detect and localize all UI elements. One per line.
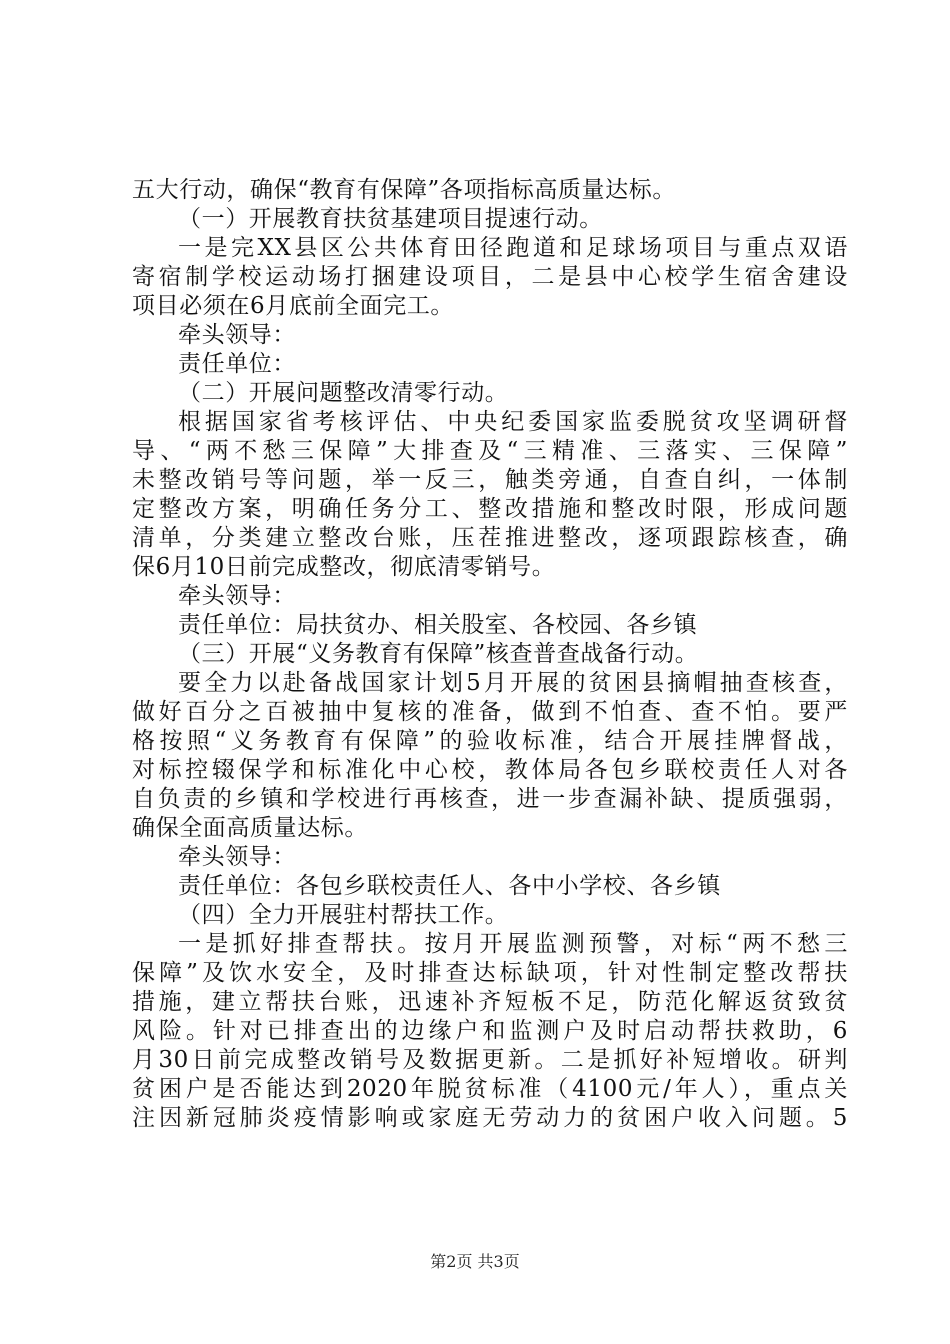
text-line: 未整改销号等问题，举一反三，触类旁通，自查自纠，一体制 [132, 467, 848, 493]
page-number-footer: 第2页 共3页 [430, 1252, 520, 1271]
document-body [132, 176, 848, 1133]
text-line: 导、“两不愁三保障”大排查及“三精准、三落实、三保障” [132, 438, 848, 464]
text-line: 项目必须在6月底前全面完工。 [132, 293, 455, 319]
text-line: 寄宿制学校运动场打捆建设项目，二是县中心校学生宿舍建设 [132, 264, 848, 290]
text-line: （四）全力开展驻村帮扶工作。 [178, 902, 509, 928]
text-line: 措施，建立帮扶台账，迅速补齐短板不足，防范化解返贫致贫 [132, 989, 848, 1015]
text-line: 根据国家省考核评估、中央纪委国家监委脱贫攻坚调研督 [178, 409, 848, 435]
text-line: 注因新冠肺炎疫情影响或家庭无劳动力的贫困户收入问题。5 [132, 1105, 848, 1131]
text-line: 保障”及饮水安全，及时排查达标缺项，针对性制定整改帮扶 [132, 960, 848, 986]
text-line: 风险。针对已排查出的边缘户和监测户及时启动帮扶救助，6 [132, 1018, 848, 1044]
text-line: 确保全面高质量达标。 [132, 815, 368, 841]
text-line: 责任单位： [178, 351, 296, 377]
text-line: 对标控辍保学和标准化中心校，教体局各包乡联校责任人对各 [132, 757, 848, 783]
text-line: 自负责的乡镇和学校进行再核查，进一步查漏补缺、提质强弱， [132, 786, 848, 812]
text-line: （三）开展“义务教育有保障”核查普查战备行动。 [178, 641, 699, 667]
text-line: （二）开展问题整改清零行动。 [178, 380, 509, 406]
text-line: 一是抓好排查帮扶。按月开展监测预警，对标“两不愁三 [178, 931, 848, 957]
text-line: 责任单位：局扶贫办、相关股室、各校园、各乡镇 [178, 612, 698, 638]
text-line: 清单，分类建立整改台账，压茬推进整改，逐项跟踪核查，确 [132, 525, 848, 551]
text-line: 牵头领导： [178, 322, 296, 348]
text-line: 责任单位：各包乡联校责任人、各中小学校、各乡镇 [178, 873, 721, 899]
text-line: 一是完XX县区公共体育田径跑道和足球场项目与重点双语 [178, 235, 848, 261]
text-line: 定整改方案，明确任务分工、整改措施和整改时限，形成问题 [132, 496, 848, 522]
text-line: 保6月10日前完成整改，彻底清零销号。 [132, 554, 556, 580]
text-line: 五大行动，确保“教育有保障”各项指标高质量达标。 [132, 177, 676, 203]
text-line: 牵头领导： [178, 583, 296, 609]
text-line: 做好百分之百被抽中复核的准备，做到不怕查、查不怕。要严 [132, 699, 848, 725]
text-line: 要全力以赴备战国家计划5月开展的贫困县摘帽抽查核查， [178, 670, 848, 696]
text-line: 月30日前完成整改销号及数据更新。二是抓好补短增收。研判 [132, 1047, 848, 1073]
text-line: 贫困户是否能达到2020年脱贫标准（4100元/年人），重点关 [132, 1076, 848, 1102]
text-line: 格按照“义务教育有保障”的验收标准，结合开展挂牌督战， [132, 728, 848, 754]
text-line: （一）开展教育扶贫基建项目提速行动。 [178, 206, 603, 232]
text-line: 牵头领导： [178, 844, 296, 870]
